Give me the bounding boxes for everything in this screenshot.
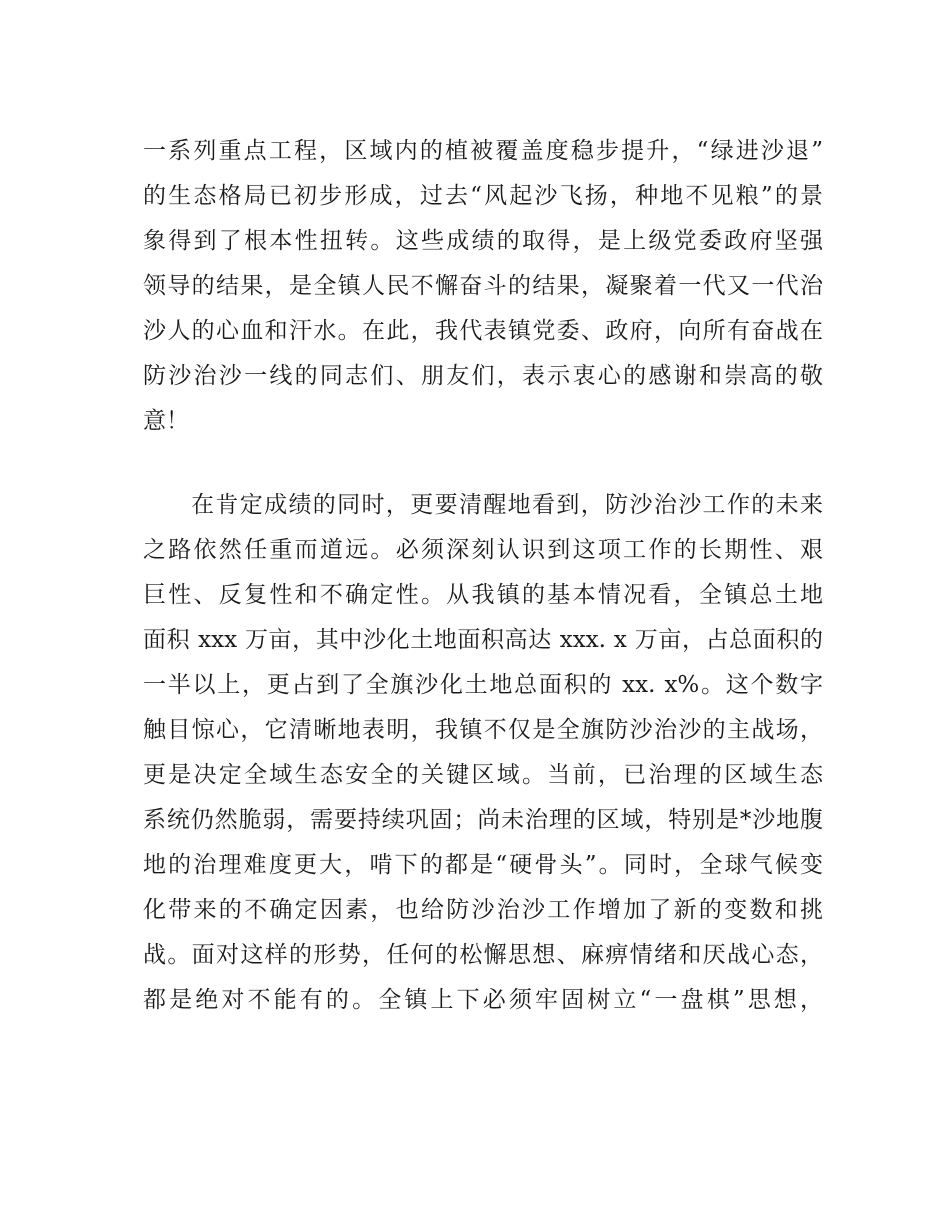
- paragraph-2-line-3: 巨性、反复性和不确定性。从我镇的基本情况看，全镇总土地: [143, 582, 823, 608]
- paragraph-2-line-9: 地的治理难度更大，啃下的都是“硬骨头”。同时，全球气候变: [143, 852, 823, 878]
- paragraph-1-line-1: 一系列重点工程，区域内的植被覆盖度稳步提升，“绿进沙退”: [143, 138, 823, 164]
- paragraph-2-line-4: 面积 xxx 万亩，其中沙化土地面积高达 xxx. x 万亩，占总面积的: [143, 627, 823, 653]
- paragraph-2-line-2: 之路依然任重而道远。必须深刻认识到这项工作的长期性、艰: [143, 537, 823, 563]
- paragraph-2-line-5: 一半以上，更占到了全旗沙化土地总面积的 xx. x%。这个数字: [143, 672, 823, 698]
- paragraph-1-line-2: 的生态格局已初步形成，过去“风起沙飞扬，种地不见粮”的景: [143, 183, 823, 209]
- paragraph-1-line-5: 沙人的心血和汗水。在此，我代表镇党委、政府，向所有奋战在: [143, 318, 823, 344]
- paragraph-2-line-6: 触目惊心，它清晰地表明，我镇不仅是全旗防沙治沙的主战场，: [143, 717, 823, 743]
- paragraph-1-line-3: 象得到了根本性扭转。这些成绩的取得，是上级党委政府坚强: [143, 228, 823, 254]
- paragraph-2-line-12: 都是绝对不能有的。全镇上下必须牢固树立“一盘棋”思想，: [143, 987, 823, 1013]
- paragraph-1-line-4: 领导的结果，是全镇人民不懈奋斗的结果，凝聚着一代又一代治: [143, 273, 823, 299]
- paragraph-2-line-7: 更是决定全域生态安全的关键区域。当前，已治理的区域生态: [143, 762, 823, 788]
- paragraph-2-line-8: 系统仍然脆弱，需要持续巩固；尚未治理的区域，特别是*沙地腹: [143, 807, 823, 833]
- paragraph-2-line-10: 化带来的不确定因素，也给防沙治沙工作增加了新的变数和挑: [143, 897, 823, 923]
- paragraph-1-line-7: 意！: [143, 408, 189, 434]
- paragraph-2-line-1: 在肯定成绩的同时，更要清醒地看到，防沙治沙工作的未来: [191, 492, 823, 518]
- paragraph-1-line-6: 防沙治沙一线的同志们、朋友们，表示衷心的感谢和崇高的敬: [143, 363, 823, 389]
- paragraph-2-line-11: 战。面对这样的形势，任何的松懈思想、麻痹情绪和厌战心态，: [143, 942, 823, 968]
